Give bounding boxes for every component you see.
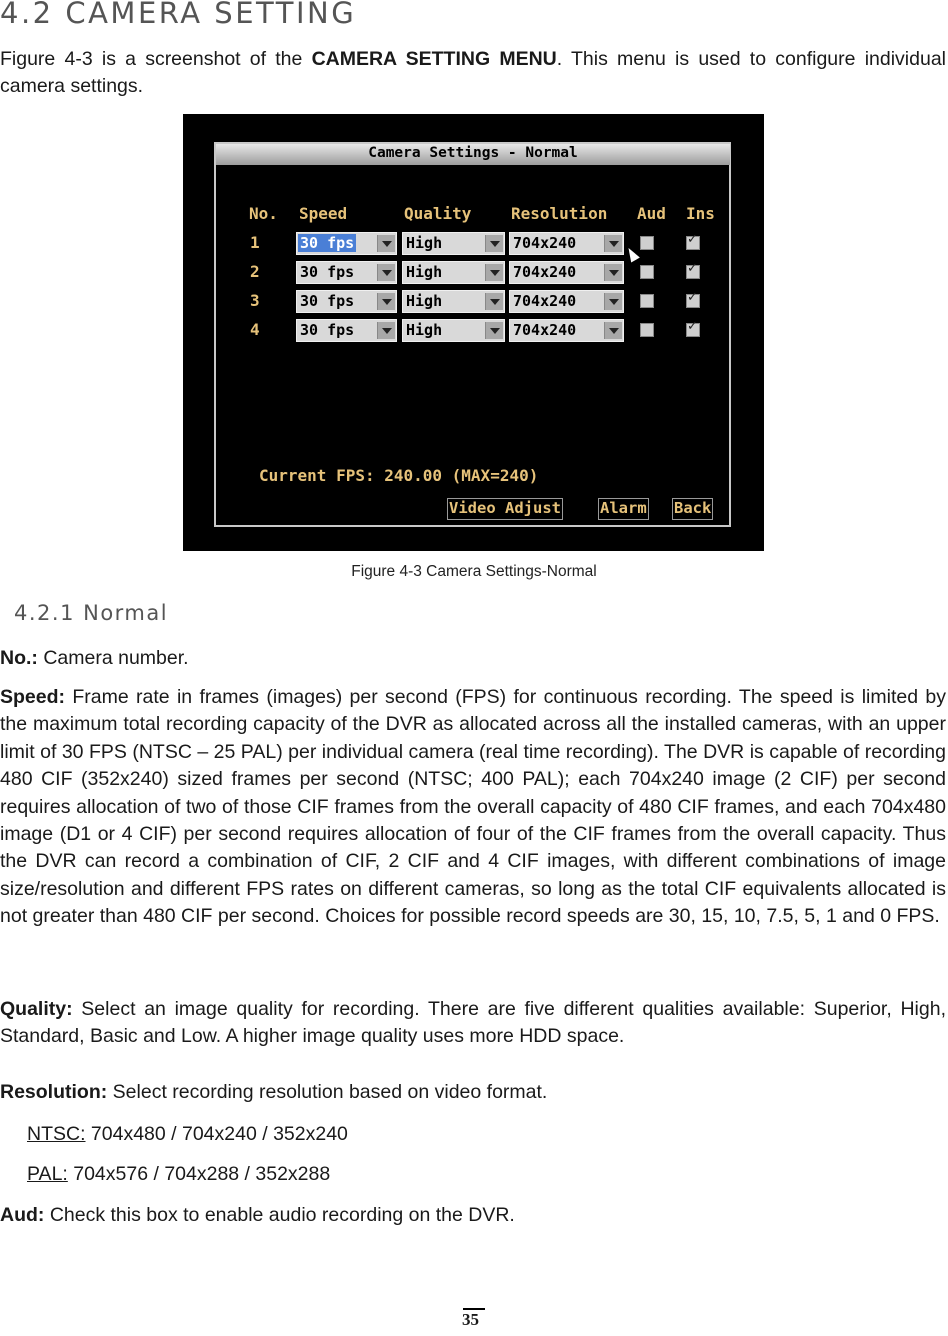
ntsc-text: 704x480 / 704x240 / 352x240 xyxy=(85,1123,348,1145)
def-quality-label: Quality: xyxy=(0,998,73,1020)
pal-line xyxy=(27,1163,330,1186)
aud-checkbox[interactable] xyxy=(640,294,654,308)
col-resolution: Resolution xyxy=(511,204,608,223)
def-speed-label: Speed: xyxy=(0,686,66,708)
quality-select[interactable]: High xyxy=(402,319,505,342)
chevron-down-icon xyxy=(604,235,622,252)
chevron-down-icon xyxy=(604,293,622,310)
def-resolution-label: Resolution: xyxy=(0,1081,108,1103)
col-quality: Quality xyxy=(404,204,472,223)
def-aud-label: Aud: xyxy=(0,1204,45,1226)
speed-select[interactable]: 30 fps xyxy=(296,319,397,342)
alarm-button[interactable]: Alarm xyxy=(598,498,649,520)
quality-select[interactable]: High xyxy=(402,232,505,255)
ntsc-line xyxy=(27,1123,348,1146)
quality-select[interactable]: High xyxy=(402,261,505,284)
resolution-select[interactable]: 704x240 xyxy=(509,290,624,313)
def-quality-text: Select an image quality for recording. There are five different qualities available: Superior, High, Standard, Basic and Low. A higher image quality uses more HDD space. xyxy=(0,998,946,1048)
speed-select[interactable]: 30 fps xyxy=(296,261,397,284)
col-speed: Speed xyxy=(299,204,348,223)
resolution-select[interactable]: 704x240 xyxy=(509,232,624,255)
row-number: 1 xyxy=(250,233,260,252)
speed-select[interactable]: 30 fps xyxy=(296,232,397,255)
dvr-title-bar xyxy=(216,144,730,165)
current-fps: Current FPS: 240.00 (MAX=240) xyxy=(259,466,539,485)
page-number: 35 xyxy=(462,1310,479,1329)
col-ins: Ins xyxy=(686,204,715,223)
col-no: No. xyxy=(249,204,278,223)
intro-text-1: Figure 4-3 is a screenshot of the xyxy=(0,48,312,70)
intro-paragraph xyxy=(0,46,946,101)
figure-caption: Figure 4-3 Camera Settings-Normal xyxy=(351,563,597,580)
quality-select[interactable]: High xyxy=(402,290,505,313)
aud-checkbox[interactable] xyxy=(640,236,654,250)
col-aud: Aud xyxy=(637,204,666,223)
def-aud xyxy=(0,1202,946,1229)
chevron-down-icon xyxy=(377,235,395,252)
def-speed xyxy=(0,684,946,931)
ins-checkbox[interactable] xyxy=(686,236,700,250)
ntsc-label: NTSC: xyxy=(27,1123,86,1145)
intro-text-2: . This menu is used to configure individual camera settings. xyxy=(0,48,946,98)
resolution-select[interactable]: 704x240 xyxy=(509,261,624,284)
chevron-down-icon xyxy=(485,322,503,339)
row-number: 4 xyxy=(250,320,260,339)
resolution-select[interactable]: 704x240 xyxy=(509,319,624,342)
back-button[interactable]: Back xyxy=(672,498,713,520)
ins-checkbox[interactable] xyxy=(686,323,700,337)
row-number: 3 xyxy=(250,291,260,310)
chevron-down-icon xyxy=(604,322,622,339)
ins-checkbox[interactable] xyxy=(686,265,700,279)
subsection-heading: 4.2.1 Normal xyxy=(14,601,169,625)
intro-bold: CAMERA SETTING MENU xyxy=(311,48,557,70)
section-heading: 4.2 CAMERA SETTING xyxy=(0,0,357,30)
def-no-label: No.: xyxy=(0,647,38,669)
video-adjust-button[interactable]: Video Adjust xyxy=(447,498,563,520)
chevron-down-icon xyxy=(377,264,395,281)
speed-select[interactable]: 30 fps xyxy=(296,290,397,313)
def-resolution xyxy=(0,1079,946,1106)
dvr-title: Camera Settings - Normal xyxy=(368,145,578,161)
chevron-down-icon xyxy=(377,322,395,339)
ins-checkbox[interactable] xyxy=(686,294,700,308)
chevron-down-icon xyxy=(485,293,503,310)
camera-settings-screenshot xyxy=(183,114,764,551)
chevron-down-icon xyxy=(604,264,622,281)
pal-text: 704x576 / 704x288 / 352x288 xyxy=(67,1163,331,1185)
aud-checkbox[interactable] xyxy=(640,323,654,337)
chevron-down-icon xyxy=(485,235,503,252)
chevron-down-icon xyxy=(377,293,395,310)
aud-checkbox[interactable] xyxy=(640,265,654,279)
chevron-down-icon xyxy=(485,264,503,281)
def-resolution-text: Select recording resolution based on video format. xyxy=(107,1081,548,1103)
def-aud-text: Check this box to enable audio recording on the DVR. xyxy=(44,1204,515,1226)
def-quality xyxy=(0,996,946,1051)
def-no-text: Camera number. xyxy=(37,647,189,669)
def-speed-text: Frame rate in frames (images) per second (FPS) for continuous recording. The speed is limited by the maximum total recording capacity of the DVR as allocated across all the installed cameras, with an upper limit of 30 FPS (NTSC – 25 PAL) per individual camera (real time recording). The DVR is capable of recording 480 CIF (352x240) sized frames per second (NTSC; 400 PAL); each 704x240 image (2 CIF) per second requires allocation of two of those CIF frames from the overall capacity of 480 CIF frames, and each 704x480 image (D1 or 4 CIF) per second requires allocation of four of the CIF frames from the overall capacity. Thus the DVR can record a combination of CIF, 2 CIF and 4 CIF images, with different combinations of image size/resolution and different FPS rates on different cameras, so long as the total CIF equivalents allocated is not greater than 480 CIF per second. Choices for possible record speeds are 30, 15, 10, 7.5, 5, 1 and 0 FPS. xyxy=(0,686,946,928)
row-number: 2 xyxy=(250,262,260,281)
def-no xyxy=(0,645,946,672)
pal-label: PAL: xyxy=(27,1163,68,1185)
